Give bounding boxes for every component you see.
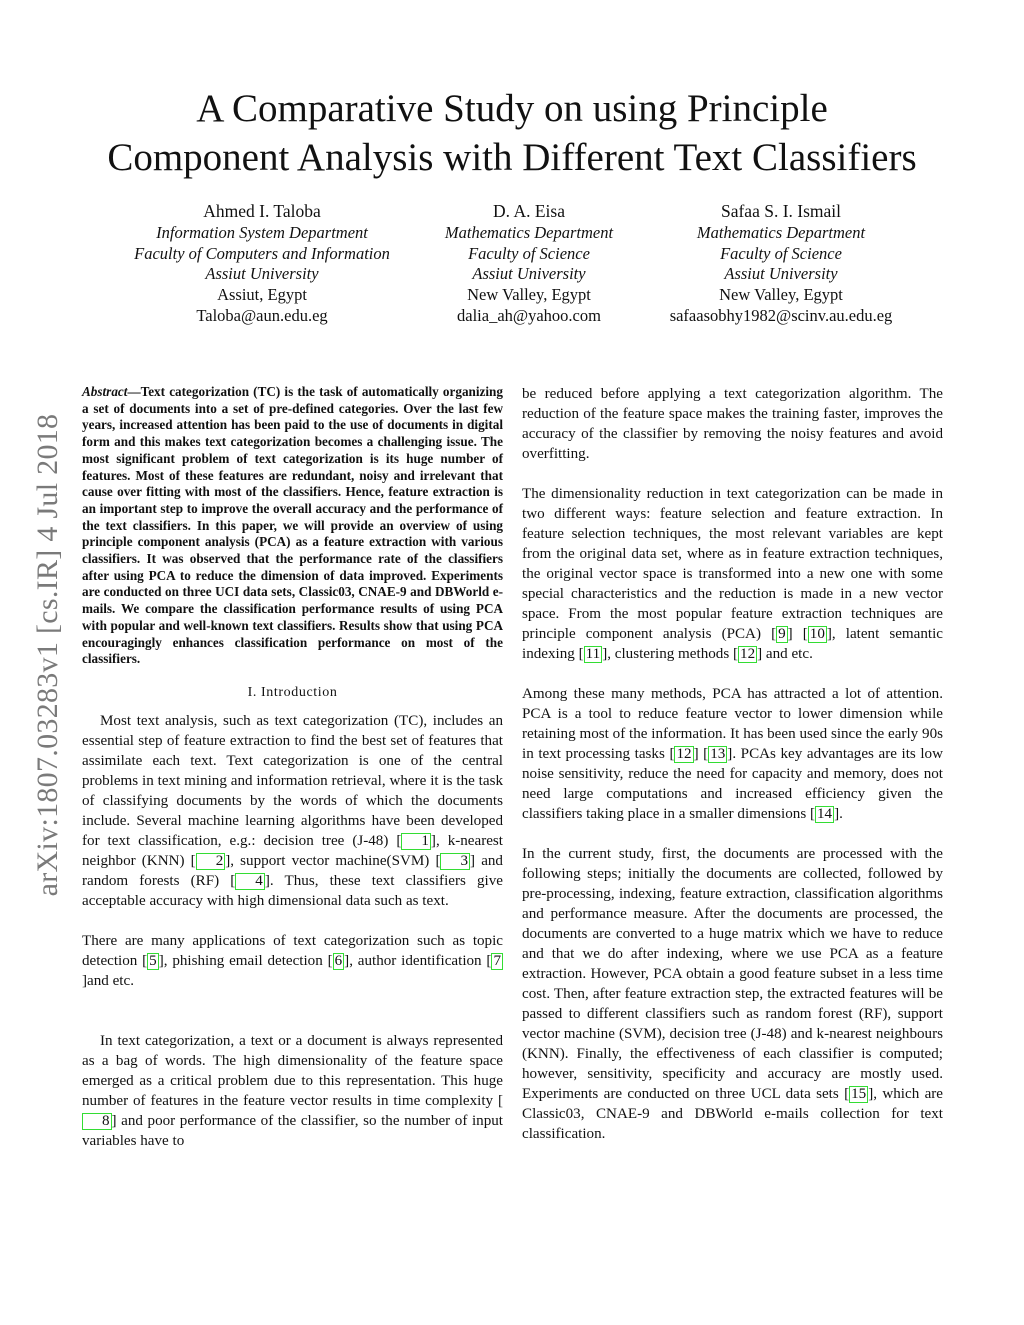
citation-link[interactable]: 5 [149,952,157,969]
paragraph-gap [522,824,943,844]
citation-link[interactable]: 8 [82,1113,112,1130]
intro-paragraph-3: In text categorization, a text or a document is always represented as a bag of words. The high dimensionality of the feature space emerged as a critical problem due to this representation. This huge number of features in the feature vector results in time complexity [8 ] and poor performance of the classifier, so the number of input variables have to [82,1032,503,1149]
citation-link[interactable]: 11 [585,646,601,662]
paragraph-gap [522,464,943,484]
author-email: Taloba@aun.edu.eg [196,305,328,325]
author-email: dalia_ah@yahoo.com [457,305,601,325]
author-block-3 [621,201,941,327]
citation-link[interactable]: 12 [740,646,756,662]
intro-paragraph-1: Most text analysis, such as text categorization (TC), includes an essential step of feature extraction to find the best set of features that assimilate each text. Text categorization is one of the central problems in text mining and information retrieval, where it is the task of classifying documents by the words of which the documents include. Several machine learning algorithms have been developed for text classification, e.g.: decision tree (J-48) [ 1 ], k-nearest neighbor (KNN) [ 2 ], support vector machine(SVM) [ 3 ] and random forests (RF) [ 4 ]. Thus, these text classifiers give acceptable accuracy with high dimensional data such as text. [82,712,504,909]
intro-paragraph-3-continued: be reduced before applying a text categorization algorithm. The reduction of the feature space makes the training faster, improves the accuracy of the classifier by removing the noisy features and avoid overfitting. [522,386,943,462]
author-name: D. A. Eisa [493,201,565,221]
author-department: Information System Department [156,222,368,242]
citation-link[interactable]: 9 [778,626,786,642]
citation-link[interactable]: 14 [817,806,833,822]
abstract-text: Text categorization (TC) is the task of automatically organizing a set of documents into a set of pre-defined categories. Over the last few years, increased attention has been paid to the use of documents in digital form and this makes text categorization becomes a challenging issue. The most significant problem of text categorization is its huge number of features. Most of these features are redundant, noisy and irrelevant that cause over fitting with most of the classifiers. Hence, feature extraction is an important step to improve the overall accuracy and the performance of the text classifiers. In this paper, we will provide an overview of using principle component analysis (PCA) as a feature extraction with various classifiers. It was observed that the performance rate of the classifiers after using PCA to reduce the dimension of data improved. Experiments are conducted on three UCI data sets, Classic03, CNAE-9 and DBWorld e-mails. We compare the classification performance results of using PCA with popular and well-known text classifiers. Results show that using PCA encouragingly enhances classification performance on most of the classifiers. [82,384,503,667]
citation-link[interactable]: 6 [334,952,343,969]
author-location: Assiut, Egypt [217,285,307,305]
citation-link[interactable]: 15 [851,1086,867,1102]
author-location: New Valley, Egypt [467,285,591,305]
intro-paragraph-2: There are many applications of text categorization such as topic detection [ 5 ], phishing email detection [ 6 ], author identification [ 7]and etc. [82,932,503,989]
abstract-dash: — [127,384,141,399]
paragraph-gap [82,991,503,1031]
author-name: Safaa S. I. Ismail [720,201,842,221]
author-location: New Valley, Egypt [719,285,843,305]
intro-paragraph-4: The dimensionality reduction in text categorization can be made in two different ways: feature selection and feature extraction. In feature selection techniques, the most relevant variables are kept from the original data set, where as in feature extraction techniques, the original vector space is transformed into a new one with some special characteristics and the reduction is made in a new vector space. From the most popular feature extraction techniques are principle component analysis (PCA) [ 9 ] [ 10 ], latent semantic indexing [ 11 ], clustering methods [ 12 ] and etc. [522,486,944,662]
title-line-2: Component Analysis with Different Text Classifiers [107,136,917,179]
citation-link[interactable]: 12 [676,746,692,762]
citation-link[interactable]: 3 [440,853,470,870]
intro-paragraph-5: Among these many methods, PCA has attracted a lot of attention. PCA is a tool to reduce feature vector to lower dimension while retaining most of the information. It has been used since the early 90s in text processing tasks [ 12 ] [ 13 ]. PCAs key advantages are its low noise sensitivity, reduce the need for capacity and memory, does not need large computations and increased efficiency given the classifiers taking place in a smaller dimensions [ 14 ]. [522,686,943,822]
right-column [522,384,943,1144]
title-line-1: A Comparative Study on using Principle [196,87,828,130]
author-university: Assiut University [205,264,319,284]
author-faculty: Faculty of Science [468,243,590,263]
left-column [82,384,503,1151]
section-heading-introduction: I. Introduction [247,684,338,700]
paragraph-gap [82,911,503,931]
citation-link[interactable]: 2 [196,853,226,870]
citation-link[interactable]: 10 [809,626,825,642]
citation-link[interactable]: 7 [493,952,501,969]
abstract [82,384,503,668]
abstract-label: Abstract [82,384,128,399]
citation-link[interactable]: 1 [401,833,431,850]
author-faculty: Faculty of Science [720,243,842,263]
author-department: Mathematics Department [696,222,866,242]
author-name: Ahmed I. Taloba [203,201,321,221]
paragraph-gap [522,664,943,684]
author-faculty: Faculty of Computers and Information [134,243,390,263]
arxiv-identifier-stamp: arXiv:1807.03283v1 [cs.IR] 4 Jul 2018 [31,413,64,897]
author-department: Mathematics Department [444,222,614,242]
citation-link[interactable]: 4 [235,873,265,890]
paper-title [0,84,1024,182]
author-university: Assiut University [724,264,838,284]
intro-paragraph-6: In the current study, first, the documents are processed with the following steps; initially the documents are collected, followed by pre-processing, indexing, feature extraction, classification algorithms and performance measure. After the documents are processed, the documents are converted to a huge matrix which we have to reduce and that we do after indexing, where we use PCA as a feature extraction. However, PCA obtain a good feature subset in a less time cost. Then, after feature extraction step, the extracted features will be passed to different classifiers such as random forest (RF), support vector machine (SVM), decision tree (J-48) and k-nearest neighbours (KNN). Finally, the effectiveness of each classifier is computed; however, sensitivity, specificity and accuracy are mostly used. Experiments are conducted on three UCL data sets [ 15 ], which are Classic03, CNAE-9 and DBWorld e-mails collection for text classification. [522,846,944,1142]
author-email: safaasobhy1982@scinv.au.edu.eg [669,305,893,325]
author-university: Assiut University [472,264,586,284]
citation-link[interactable]: 13 [710,746,726,762]
